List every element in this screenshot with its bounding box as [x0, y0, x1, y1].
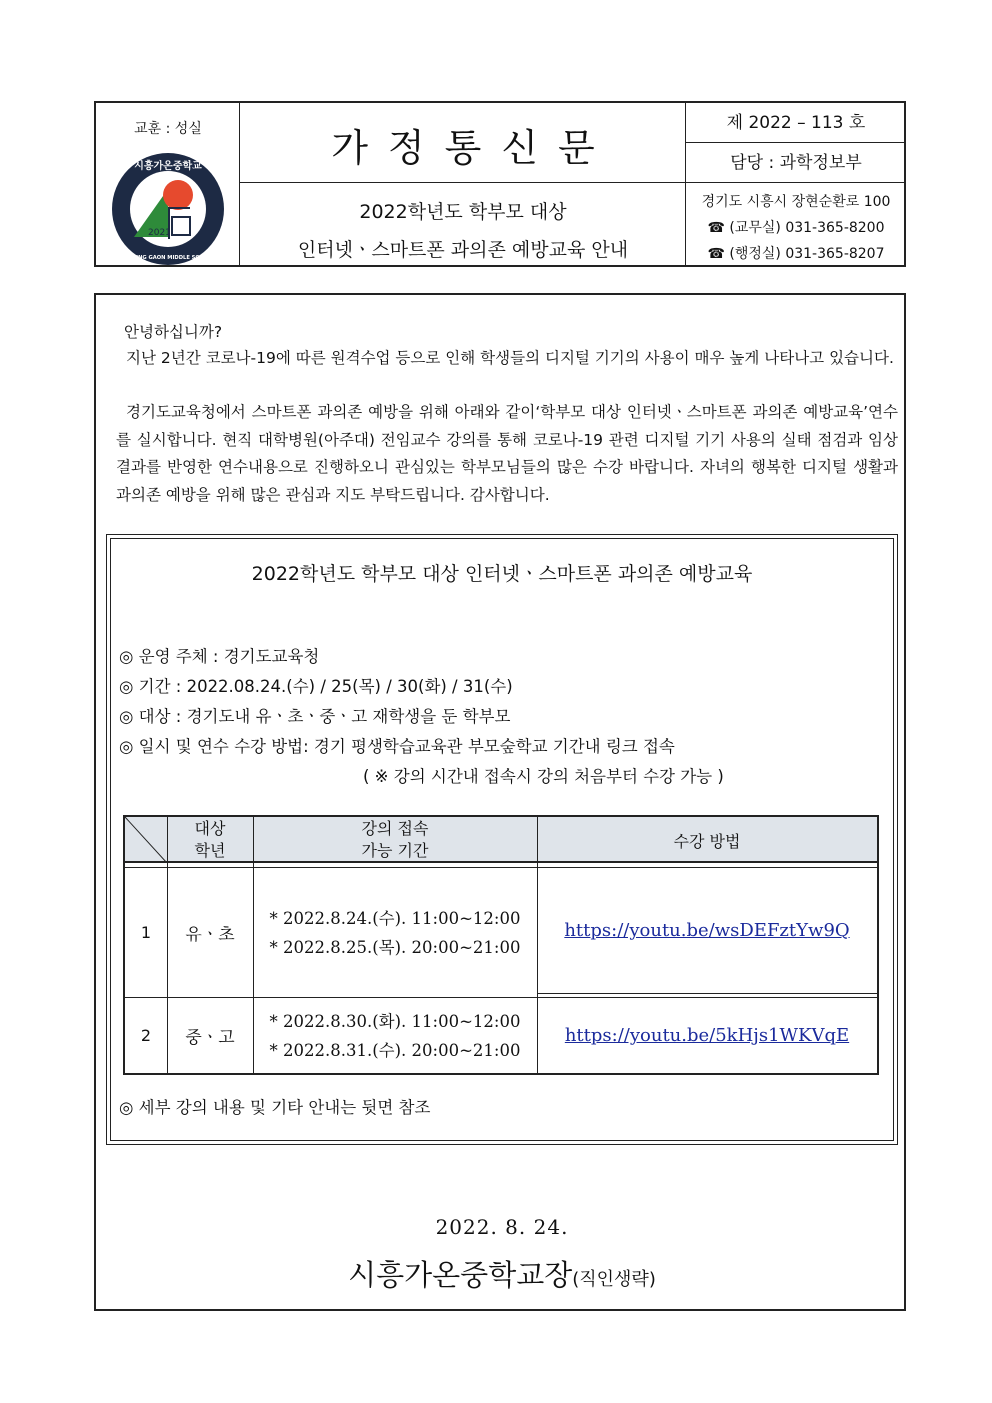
row1-date1: * 2022.8.24.(수). 11:00~12:00 [269, 908, 521, 928]
program-title: 2022학년도 학부모 대상 인터넷ㆍ스마트폰 과의존 예방교육 [251, 563, 753, 585]
issue-number: 제 2022 – 113 호 [686, 103, 906, 143]
program-box [110, 538, 894, 1141]
schedule-table [123, 815, 879, 1075]
letter-header [94, 101, 906, 267]
subtitle-cell [240, 183, 686, 267]
header-method: 수강 방법 [673, 831, 741, 851]
row1-number: 1 [140, 923, 152, 942]
principal-name: 시흥가온중학교장 [348, 1258, 573, 1292]
school-logo-icon [110, 151, 226, 267]
logo-cell [96, 103, 240, 267]
row1-period [253, 868, 537, 997]
row1-grade: 유ㆍ초 [185, 925, 235, 945]
row2-period [253, 998, 537, 1073]
info-cell [686, 103, 906, 267]
row2-date1: * 2022.8.30.(화). 11:00~12:00 [269, 1011, 521, 1031]
logo-ring-text: 시흥가온중학교 [134, 161, 202, 172]
seal-omitted: (직인생략) [572, 1269, 656, 1290]
phone-office: ☎ (교무실) 031-365-8200 [707, 220, 885, 236]
row2-method [537, 998, 877, 1073]
subtitle-line1: 2022학년도 학부모 대상 [359, 201, 567, 223]
program-target: ◎ 대상 : 경기도내 유ㆍ초ㆍ중ㆍ고 재학생을 둔 학부모 [119, 707, 511, 726]
school-address: 경기도 시흥시 장현순환로 100 [701, 194, 891, 210]
logo-year: 2021 [148, 228, 171, 238]
row1-link[interactable]: https://youtu.be/wsDEFztYw9Q [564, 920, 850, 941]
diagonal-line-icon [125, 817, 167, 863]
program-note: ( ※ 강의 시간내 접속시 강의 처음부터 수강 가능 ) [363, 767, 724, 786]
program-footer-note: ◎ 세부 강의 내용 및 기타 안내는 뒷면 참조 [119, 1098, 431, 1117]
row1-date2: * 2022.8.25.(목). 20:00~21:00 [269, 937, 521, 957]
program-period: ◎ 기간 : 2022.08.24.(수) / 25(목) / 30(화) / 31(수) [119, 677, 513, 696]
department: 담당 : 과학정보부 [686, 143, 906, 183]
issue-date: 2022. 8. 24. [435, 1215, 569, 1239]
row2-link[interactable]: https://youtu.be/5kHjs1WKVqE [564, 1025, 850, 1046]
subtitle-line2: 인터넷ㆍ스마트폰 과의존 예방교육 안내 [297, 239, 629, 261]
row2-date2: * 2022.8.31.(수). 20:00~21:00 [269, 1040, 521, 1060]
principal-signature [96, 1253, 908, 1294]
row2-number: 2 [140, 1026, 152, 1045]
header-target-grade [167, 817, 253, 863]
header-period-line1: 강의 접속 [361, 819, 429, 838]
paragraph-1: 지난 2년간 코로나-19에 따른 원격수업 등으로 인해 학생들의 디지털 기기의 사용이 매우 높게 나타나고 있습니다. [126, 349, 894, 367]
header-period-line2: 가능 기간 [361, 841, 429, 860]
title-cell [240, 103, 686, 183]
logo-lower-text: SIHEUNG GAON MIDDLE SCHOOL [120, 255, 216, 261]
greeting: 안녕하십니까? [124, 323, 223, 341]
letter-body [94, 293, 906, 1311]
phone-admin: ☎ (행정실) 031-365-8207 [707, 246, 885, 262]
header-period [253, 817, 537, 863]
school-motto: 교훈 : 성실 [134, 121, 202, 137]
program-organizer: ◎ 운영 주체 : 경기도교육청 [119, 647, 320, 666]
row1-method [537, 868, 877, 993]
program-method: ◎ 일시 및 연수 수강 방법: 경기 평생학습교육관 부모숲학교 기간내 링크 접속 [119, 737, 675, 756]
row2-grade: 중ㆍ고 [185, 1028, 235, 1048]
header-grade: 학년 [194, 841, 226, 860]
document-title: 가정통신문 [331, 126, 615, 170]
header-target: 대상 [194, 819, 226, 838]
paragraph-2: 경기도교육청에서 스마트폰 과의존 예방을 위해 아래와 같이‘학부모 대상 인터넷ㆍ스마트폰 과의존 예방교육’연수를 실시합니다. 현직 대학병원(아주대) 전임교수 강의를 통해 코로나-19 관련 디지털 기기 사용의 실태 점검과 임상결과를 반영한 연수내용으로 진행하오니 관심있는 학부모님들의 많은 수강 바랍니다. 자녀의 행복한 디지털 생활과 과의존 예방을 위해 많은 관심과 지도 부탁드립니다. 감사합니다. [116, 403, 898, 504]
